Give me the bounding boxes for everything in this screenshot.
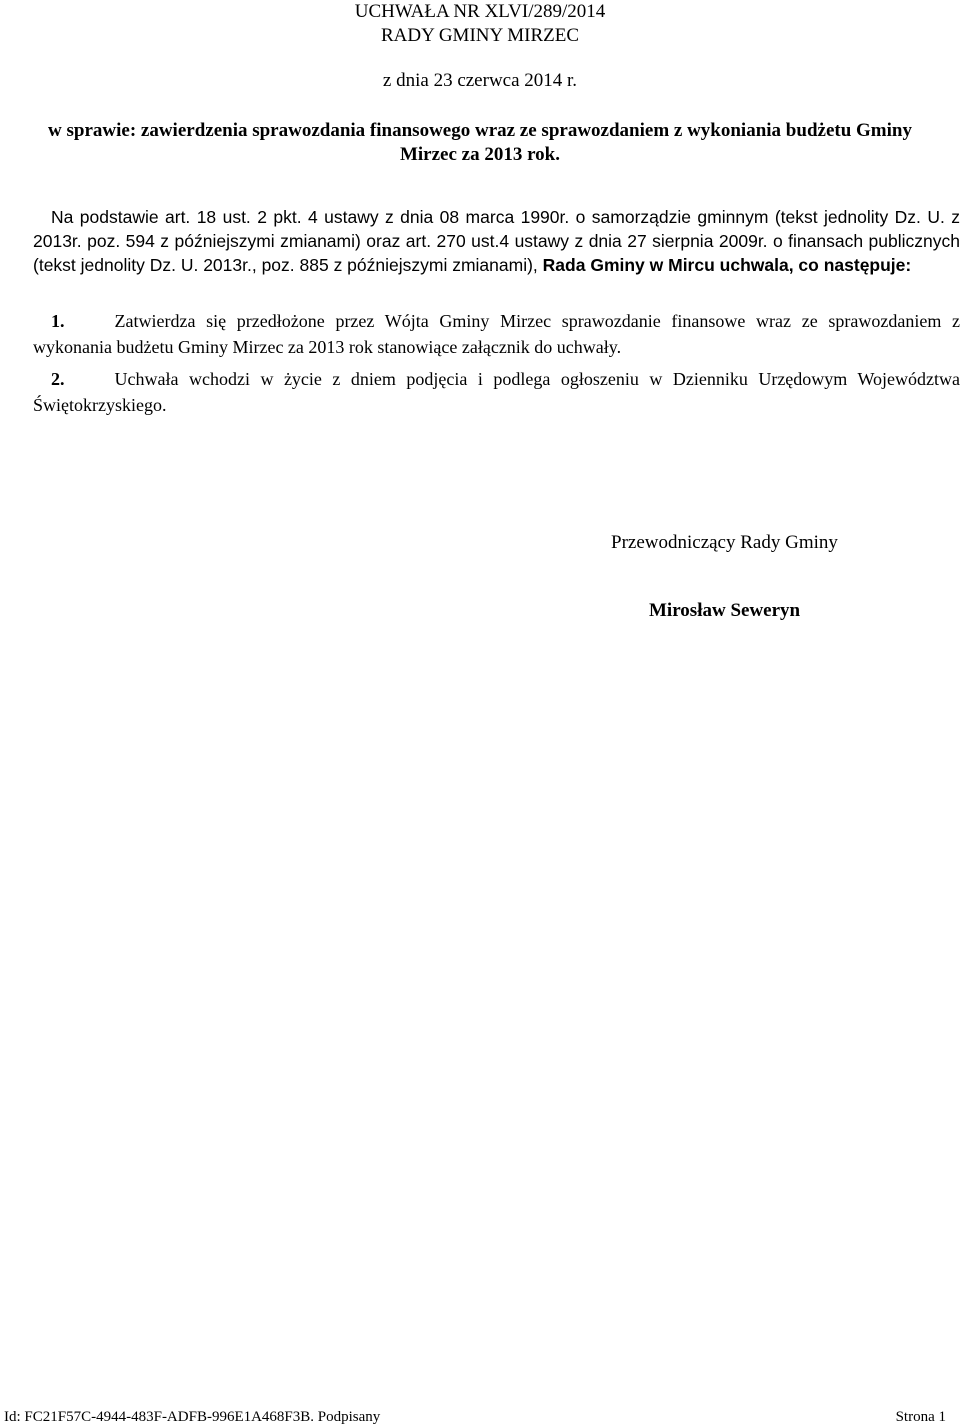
section-2-text: Uchwała wchodzi w życie z dniem podjęcia i podlega ogłoszeniu w Dzienniku Urzędowym Województwa Świętokrzyskiego. <box>33 369 960 415</box>
section-1-number: 1. <box>51 311 65 331</box>
page-number: Strona 1 <box>895 1409 946 1425</box>
page-footer <box>0 1407 960 1427</box>
document-title <box>0 0 960 48</box>
section-1-text: Zatwierdza się przedłożone przez Wójta Gminy Mirzec sprawozdanie finansowe wraz ze sprawozdaniem z wykonania budżetu Gminy Mirzec za 2013 rok stanowiące załącznik do uchwały. <box>33 311 960 357</box>
signature-name: Mirosław Seweryn <box>649 600 801 621</box>
title-line-2: RADY GMINY MIRZEC <box>380 25 580 46</box>
preamble-bold-text: Rada Gminy w Mircu uchwala, co następuje: <box>542 255 912 275</box>
document-subject <box>0 119 960 167</box>
preamble-paragraph <box>33 205 960 277</box>
section-2 <box>33 366 960 418</box>
title-line-1: UCHWAŁA NR XLVI/289/2014 <box>354 1 606 22</box>
preamble-text: Na podstawie art. 18 ust. 2 pkt. 4 ustawy z dnia 08 marca 1990r. o samorządzie gminnym (tekst jednolity Dz. U. z 2013r. poz. 594 z późniejszymi zmianami) oraz art. 270 ust.4 ustawy z dnia 27 sierpnia 2009r. o finansach publicznych (tekst jednolity Dz. U. 2013r., poz. 885 z późniejszymi zmianami), <box>33 207 960 275</box>
document-id: Id: FC21F57C-4944-483F-ADFB-996E1A468F3B. Podpisany <box>4 1409 381 1425</box>
signature-role: Przewodniczący Rady Gminy <box>611 532 838 553</box>
document-date: z dnia 23 czerwca 2014 r. <box>382 70 578 91</box>
subject-line-1: w sprawie: zawierdzenia sprawozdania finansowego wraz ze sprawozdaniem z wykoniania budżetu Gminy <box>48 120 912 141</box>
section-2-number: 2. <box>51 369 65 389</box>
section-1 <box>33 308 960 360</box>
subject-line-2: Mirzec za 2013 rok. <box>399 144 561 165</box>
